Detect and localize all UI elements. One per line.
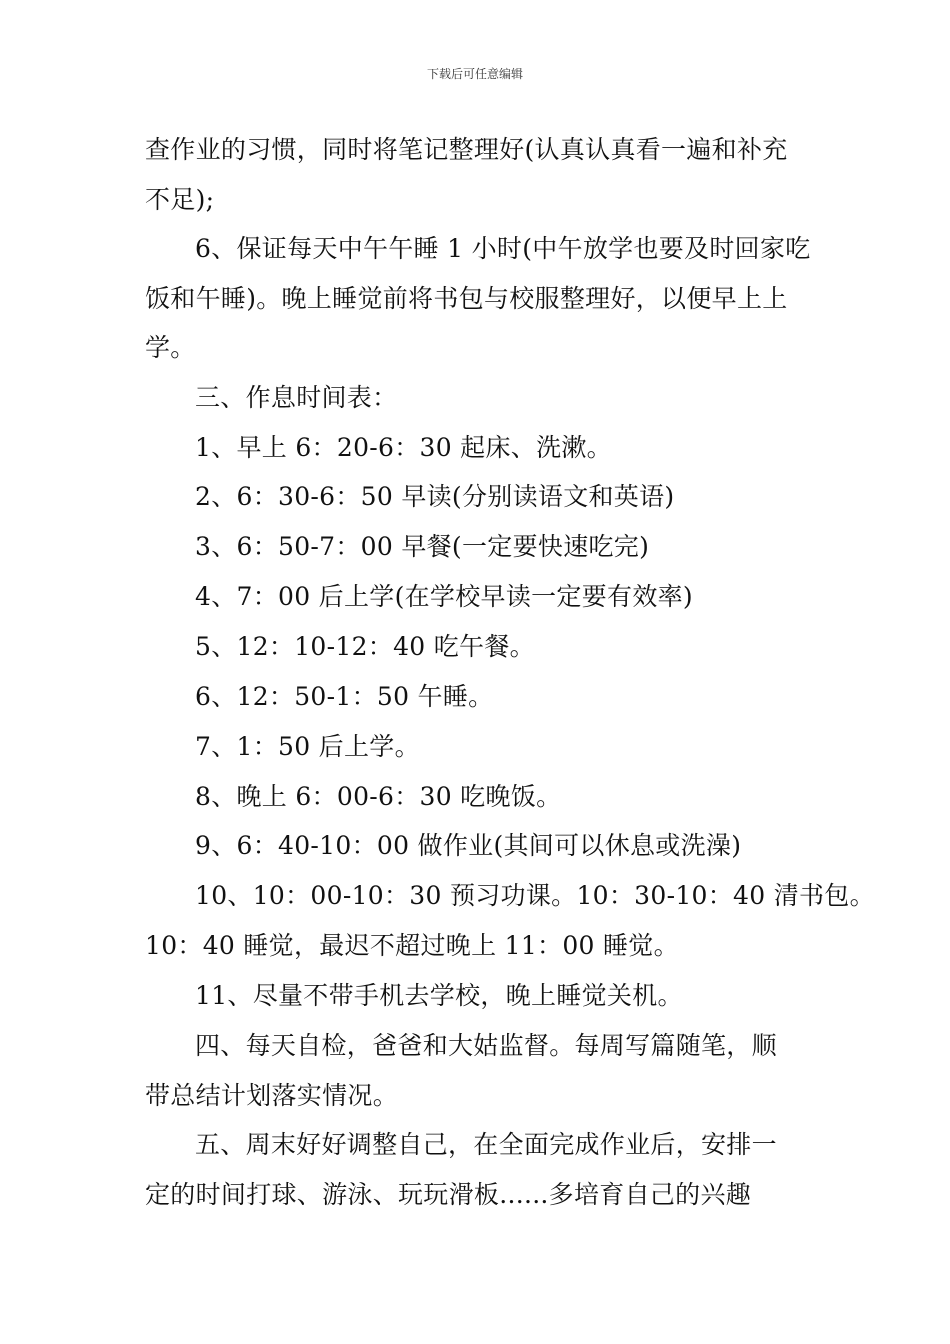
text-line: 饭和午睡)。晚上睡觉前将书包与校服整理好，以便早上上 — [145, 284, 788, 313]
text-line: 6、12：50-1：50 午睡。 — [195, 682, 494, 711]
text-line: 10、10：00-10：30 预习功课。10：30-10：40 清书包。 — [195, 881, 875, 910]
text-line: 7、1：50 后上学。 — [195, 732, 420, 761]
text-line: 9、6：40-10：00 做作业(其间可以休息或洗澡) — [195, 831, 742, 860]
text-line: 11、尽量不带手机去学校，晚上睡觉关机。 — [195, 981, 683, 1010]
text-line: 5、12：10-12：40 吃午餐。 — [195, 632, 535, 661]
text-line: 五、周末好好调整自己，在全面完成作业后，安排一 — [195, 1130, 777, 1159]
text-line: 6、保证每天中午午睡 1 小时(中午放学也要及时回家吃 — [195, 234, 811, 263]
text-line: 带总结计划落实情况。 — [145, 1081, 399, 1110]
text-line: 1、早上 6：20-6：30 起床、洗漱。 — [195, 433, 612, 462]
text-line: 不足); — [145, 185, 215, 214]
text-line: 查作业的习惯，同时将笔记整理好(认真认真看一遍和补充 — [145, 135, 788, 164]
text-line: 四、每天自检，爸爸和大姑监督。每周写篇随笔，顺 — [195, 1031, 777, 1060]
text-line: 三、作息时间表： — [195, 383, 398, 412]
text-line: 10：40 睡觉，最迟不超过晚上 11：00 睡觉。 — [145, 931, 679, 960]
page-header: 下载后可任意编辑 — [426, 67, 523, 81]
text-line: 学。 — [145, 333, 196, 362]
text-line: 3、6：50-7：00 早餐(一定要快速吃完) — [195, 532, 650, 561]
text-line: 8、晚上 6：00-6：30 吃晚饭。 — [195, 782, 562, 811]
text-line: 2、6：30-6：50 早读(分别读语文和英语) — [195, 482, 675, 511]
text-line: 4、7：00 后上学(在学校早读一定要有效率) — [195, 582, 693, 611]
text-line: 定的时间打球、游泳、玩玩滑板......多培育自己的兴趣 — [145, 1180, 752, 1209]
